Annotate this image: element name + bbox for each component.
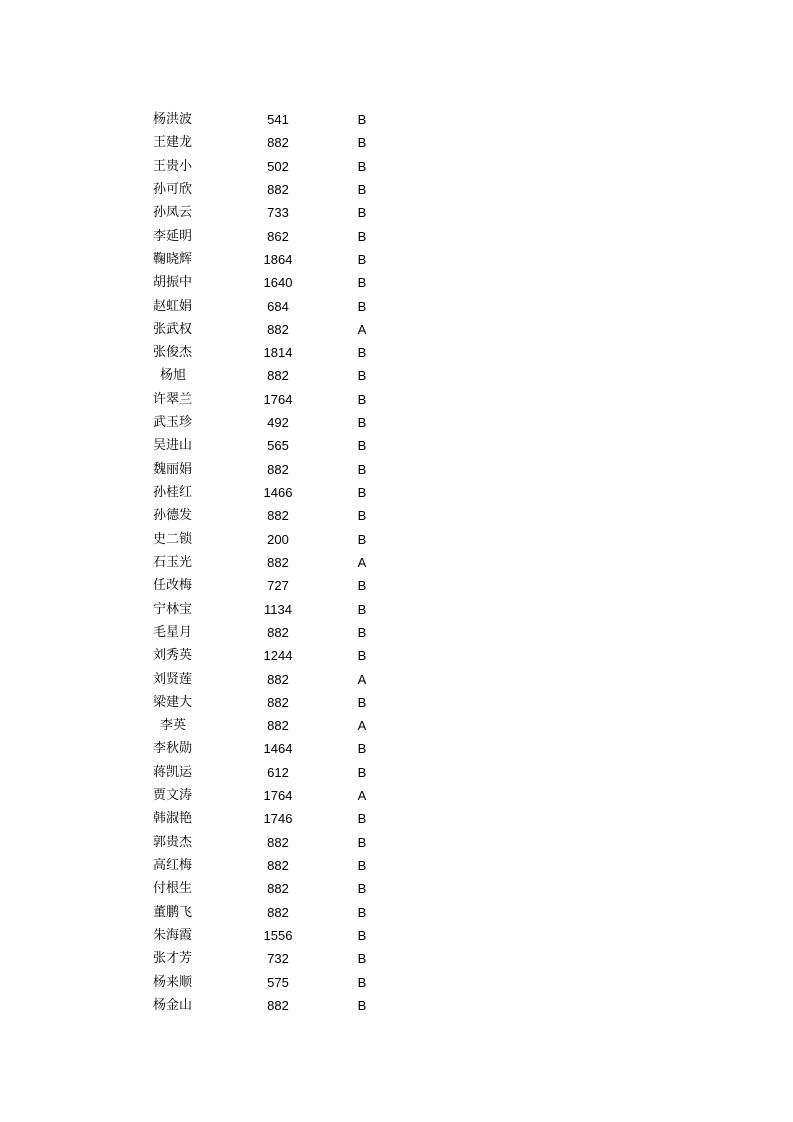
name-cell: 武玉珍: [153, 415, 193, 431]
amount-cell: 575: [267, 974, 289, 990]
name-cell: 胡振中: [153, 275, 193, 291]
amount-cell: 882: [267, 321, 289, 337]
name-cell: 蒋凯运: [153, 764, 193, 780]
name-cell: 韩淑艳: [153, 811, 193, 827]
name-cell: 孙德发: [153, 508, 193, 524]
name-cell: 刘贤莲: [153, 671, 193, 687]
amount-cell: 1814: [263, 345, 293, 361]
amount-cell: 882: [267, 554, 289, 570]
amount-cell: 882: [267, 624, 289, 640]
table-row: [0, 551, 793, 574]
table-row: [0, 947, 793, 970]
grade-cell: B: [357, 368, 367, 384]
grade-cell: B: [357, 764, 367, 780]
table-row: [0, 877, 793, 900]
name-cell: 吴进山: [153, 438, 193, 454]
amount-cell: 200: [267, 531, 289, 547]
name-cell: 许翠兰: [153, 391, 193, 407]
name-cell: 石玉光: [153, 554, 193, 570]
table-row: [0, 248, 793, 271]
grade-cell: B: [357, 648, 367, 664]
amount-cell: 727: [267, 578, 289, 594]
grade-cell: B: [357, 927, 367, 943]
name-cell: 任改梅: [153, 578, 193, 594]
amount-cell: 492: [267, 415, 289, 431]
name-cell: 杨旭: [160, 368, 187, 384]
grade-cell: B: [357, 251, 367, 267]
name-cell: 王贵小: [153, 158, 193, 174]
amount-cell: 882: [267, 135, 289, 151]
table-row: [0, 155, 793, 178]
grade-cell: B: [357, 438, 367, 454]
table-row: [0, 504, 793, 527]
table-row: [0, 388, 793, 411]
table-row: [0, 108, 793, 131]
name-cell: 郭贵杰: [153, 834, 193, 850]
table-row: [0, 574, 793, 597]
amount-cell: 733: [267, 205, 289, 221]
grade-cell: B: [357, 135, 367, 151]
grade-cell: B: [357, 741, 367, 757]
grade-cell: B: [357, 811, 367, 827]
grade-cell: A: [357, 788, 367, 804]
table-row: [0, 668, 793, 691]
amount-cell: 882: [267, 694, 289, 710]
name-cell: 赵虹娟: [153, 298, 193, 314]
amount-cell: 882: [267, 671, 289, 687]
amount-cell: 1134: [264, 601, 292, 617]
amount-cell: 502: [267, 158, 289, 174]
amount-cell: 1764: [263, 391, 293, 407]
table-row: [0, 341, 793, 364]
amount-cell: 612: [267, 764, 289, 780]
name-cell: 杨金山: [153, 997, 193, 1013]
amount-cell: 882: [267, 834, 289, 850]
amount-cell: 882: [267, 904, 289, 920]
name-cell: 付根生: [153, 881, 193, 897]
roster-table: [0, 108, 793, 1017]
grade-cell: B: [357, 858, 367, 873]
name-cell: 董鹏飞: [153, 904, 193, 920]
amount-cell: 1764: [263, 788, 293, 804]
table-row: [0, 714, 793, 737]
name-cell: 贾文涛: [153, 788, 193, 804]
grade-cell: B: [357, 391, 367, 407]
table-row: [0, 901, 793, 924]
table-row: [0, 458, 793, 481]
grade-cell: A: [357, 554, 367, 570]
name-cell: 王建龙: [153, 135, 193, 151]
name-cell: 杨洪波: [153, 112, 193, 127]
table-row: [0, 598, 793, 621]
name-cell: 李延明: [153, 228, 193, 244]
grade-cell: B: [357, 158, 367, 174]
name-cell: 孙桂红: [153, 485, 193, 500]
grade-cell: A: [357, 321, 367, 337]
amount-cell: 882: [267, 508, 289, 524]
table-row: [0, 178, 793, 201]
amount-cell: 1640: [263, 275, 293, 291]
grade-cell: B: [357, 531, 367, 547]
name-cell: 张才芳: [153, 951, 193, 967]
table-row: [0, 807, 793, 830]
table-row: [0, 318, 793, 341]
name-cell: 李英: [160, 718, 187, 734]
name-cell: 张俊杰: [153, 345, 193, 361]
grade-cell: B: [357, 834, 367, 850]
name-cell: 孙凤云: [153, 205, 193, 221]
grade-cell: B: [357, 112, 367, 127]
amount-cell: 684: [267, 298, 289, 314]
grade-cell: B: [357, 578, 367, 594]
table-row: [0, 971, 793, 994]
name-cell: 孙可欣: [153, 181, 193, 197]
grade-cell: B: [357, 601, 367, 617]
amount-cell: 882: [267, 881, 289, 897]
table-row: [0, 271, 793, 294]
name-cell: 杨来顺: [153, 974, 193, 990]
amount-cell: 882: [267, 718, 289, 734]
table-row: [0, 364, 793, 387]
amount-cell: 541: [267, 112, 289, 127]
table-row: [0, 201, 793, 224]
grade-cell: B: [357, 904, 367, 920]
name-cell: 刘秀英: [153, 648, 193, 664]
table-row: [0, 411, 793, 434]
grade-cell: B: [357, 974, 367, 990]
table-row: [0, 131, 793, 154]
amount-cell: 882: [267, 997, 289, 1013]
amount-cell: 882: [267, 461, 289, 477]
grade-cell: A: [357, 671, 367, 687]
table-row: [0, 691, 793, 714]
amount-cell: 882: [267, 858, 289, 873]
amount-cell: 565: [267, 438, 289, 454]
grade-cell: B: [357, 624, 367, 640]
amount-cell: 1746: [263, 811, 293, 827]
table-row: [0, 621, 793, 644]
grade-cell: B: [357, 415, 367, 431]
name-cell: 梁建大: [153, 694, 193, 710]
amount-cell: 882: [267, 368, 289, 384]
amount-cell: 1864: [263, 251, 293, 267]
amount-cell: 862: [267, 228, 289, 244]
name-cell: 张武权: [153, 321, 193, 337]
grade-cell: B: [357, 997, 367, 1013]
table-row: [0, 295, 793, 318]
grade-cell: B: [357, 181, 367, 197]
grade-cell: B: [357, 694, 367, 710]
name-cell: 毛星月: [153, 624, 193, 640]
grade-cell: B: [357, 881, 367, 897]
name-cell: 朱海霞: [153, 927, 193, 943]
grade-cell: B: [357, 228, 367, 244]
grade-cell: B: [357, 485, 367, 500]
table-row: [0, 854, 793, 877]
name-cell: 高红梅: [153, 858, 193, 873]
table-row: [0, 761, 793, 784]
grade-cell: B: [357, 275, 367, 291]
amount-cell: 1464: [263, 741, 293, 757]
name-cell: 宁林宝: [153, 601, 193, 617]
table-row: [0, 737, 793, 760]
table-row: [0, 831, 793, 854]
name-cell: 鞠晓辉: [153, 251, 193, 267]
table-row: [0, 434, 793, 457]
grade-cell: B: [357, 951, 367, 967]
grade-cell: B: [357, 298, 367, 314]
amount-cell: 1244: [263, 648, 293, 664]
grade-cell: B: [357, 461, 367, 477]
name-cell: 魏丽娟: [153, 461, 193, 477]
table-row: [0, 784, 793, 807]
amount-cell: 882: [267, 181, 289, 197]
amount-cell: 1466: [263, 485, 293, 500]
table-row: [0, 481, 793, 504]
amount-cell: 1556: [263, 927, 293, 943]
name-cell: 史二锁: [153, 531, 193, 547]
table-row: [0, 644, 793, 667]
amount-cell: 732: [267, 951, 289, 967]
table-row: [0, 225, 793, 248]
grade-cell: B: [357, 508, 367, 524]
grade-cell: B: [357, 345, 367, 361]
name-cell: 李秋勋: [153, 741, 193, 757]
table-row: [0, 528, 793, 551]
grade-cell: B: [357, 205, 367, 221]
table-row: [0, 994, 793, 1017]
grade-cell: A: [357, 718, 367, 734]
table-row: [0, 924, 793, 947]
